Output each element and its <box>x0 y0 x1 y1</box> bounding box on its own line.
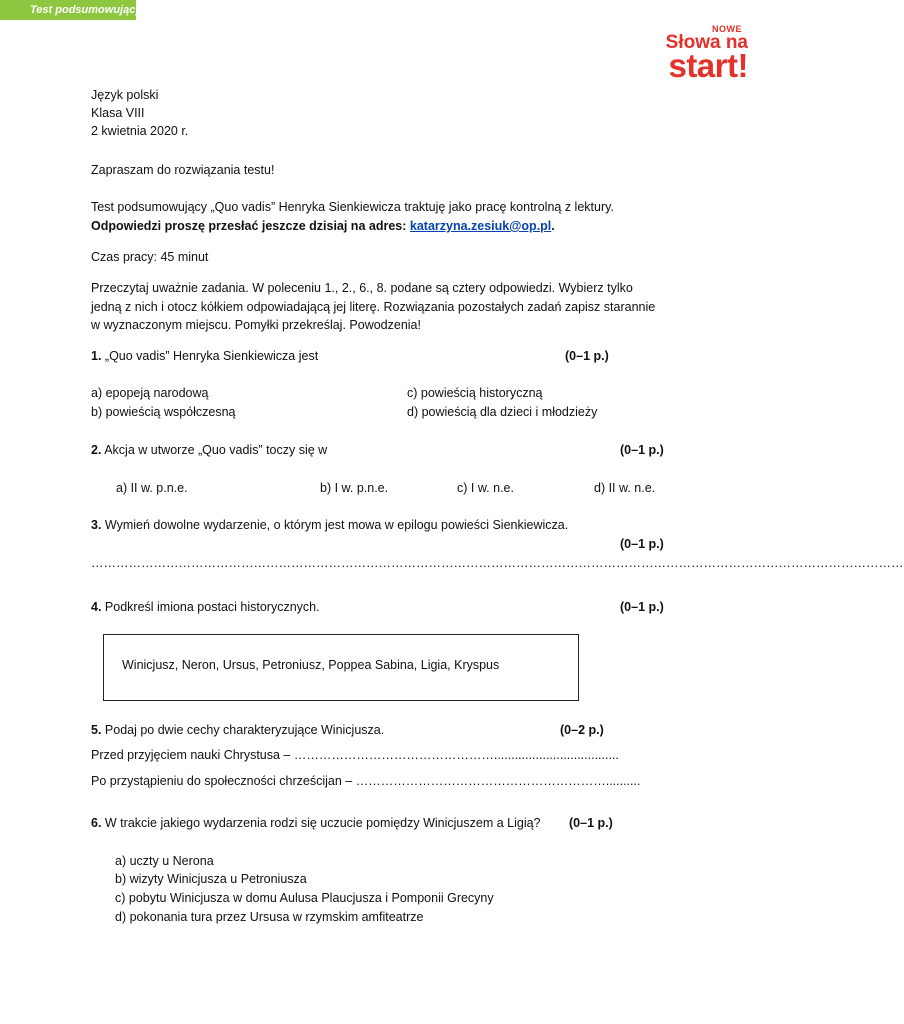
intro-line2-text: Odpowiedzi proszę przesłać jeszcze dzisiaj na adres: <box>91 219 410 233</box>
question-1-points: (0–1 p.) <box>565 349 609 363</box>
publisher-logo <box>660 24 748 84</box>
question-number: 3. <box>91 518 102 532</box>
question-6 <box>91 816 541 830</box>
question-6-points: (0–1 p.) <box>569 816 613 830</box>
q6-option-b[interactable]: b) wizyty Winicjusza u Petroniusza <box>115 872 307 886</box>
q2-option-a[interactable]: a) II w. p.n.e. <box>116 481 188 495</box>
question-text: „Quo vadis” Henryka Sienkiewicza jest <box>101 349 319 363</box>
q6-option-d[interactable]: d) pokonania tura przez Ursusa w rzymskim amfiteatrze <box>115 910 424 924</box>
q1-option-a[interactable]: a) epopeją narodową <box>91 386 209 400</box>
question-number: 2. <box>91 443 102 457</box>
question-number: 6. <box>91 816 102 830</box>
q2-option-b[interactable]: b) I w. p.n.e. <box>320 481 389 495</box>
question-3-points: (0–1 p.) <box>620 537 664 551</box>
question-1 <box>91 349 318 363</box>
logo-line1: NOWE <box>712 24 742 34</box>
instruction-line2: jedną z nich i otocz kółkiem odpowiadającą jej literę. Rozwiązania pozostałych zadań zapisz starannie <box>91 300 656 314</box>
question-number: 5. <box>91 723 102 737</box>
date: 2 kwietnia 2020 r. <box>91 124 189 138</box>
logo-line2: Słowa na <box>665 32 748 53</box>
question-number: 1. <box>91 349 102 363</box>
q2-option-c[interactable]: c) I w. n.e. <box>457 481 514 495</box>
question-text: W trakcie jakiego wydarzenia rodzi się uczucie pomiędzy Winicjuszem a Ligią? <box>101 816 541 830</box>
q6-option-c[interactable]: c) pobytu Winicjusza w domu Aulusa Plaucjusza i Pomponii Grecyny <box>115 891 494 905</box>
time-limit: Czas pracy: 45 minut <box>91 250 209 264</box>
instruction-line1: Przeczytaj uważnie zadania. W poleceniu 1., 2., 6., 8. podane są cztery odpowiedzi. Wybierz tylko <box>91 281 633 295</box>
q5-answer-line2[interactable]: Po przystąpieniu do społeczności chrześcijan – …………………………………………………….......... <box>91 774 641 788</box>
q5-answer-line1[interactable]: Przed przyjęciem nauki Chrystusa – ………………………………………….................................... <box>91 748 619 762</box>
question-text: Podaj po dwie cechy charakteryzujące Winicjusza. <box>101 723 385 737</box>
email-link[interactable]: katarzyna.zesiuk@op.pl <box>409 219 552 233</box>
question-3 <box>91 518 568 532</box>
question-4-points: (0–1 p.) <box>620 600 664 614</box>
instruction-line3: w wyznaczonym miejscu. Pomyłki przekreślaj. Powodzenia! <box>91 318 421 332</box>
q6-option-a[interactable]: a) uczty u Nerona <box>115 854 214 868</box>
intro-line1: Test podsumowujący „Quo vadis” Henryka Sienkiewicza traktuję jako pracę kontrolną z lektury. <box>91 200 614 214</box>
logo-line3: start! <box>668 47 748 84</box>
question-text: Wymień dowolne wydarzenie, o którym jest mowa w epilogu powieści Sienkiewicza. <box>101 518 569 532</box>
q2-option-d[interactable]: d) II w. n.e. <box>594 481 656 495</box>
question-4 <box>91 600 320 614</box>
question-text: Podkreśl imiona postaci historycznych. <box>101 600 320 614</box>
header-tag: Test podsumowujący <box>0 0 136 20</box>
question-2 <box>91 443 327 457</box>
subject: Język polski <box>91 88 159 102</box>
q1-option-c[interactable]: c) powieścią historyczną <box>407 386 543 400</box>
intro-line2 <box>91 219 555 233</box>
question-5 <box>91 723 384 737</box>
question-number: 4. <box>91 600 102 614</box>
class: Klasa VIII <box>91 106 145 120</box>
question-5-points: (0–2 p.) <box>560 723 604 737</box>
intro-line2-end: . <box>551 219 555 233</box>
question-text: Akcja w utworze „Quo vadis” toczy się w <box>101 443 328 457</box>
q1-option-d[interactable]: d) powieścią dla dzieci i młodzieży <box>407 405 598 419</box>
greeting: Zapraszam do rozwiązania testu! <box>91 163 275 177</box>
answer-line[interactable]: …………………………………………………………………………………………………………………………………………………………………………… <box>91 556 904 570</box>
question-2-points: (0–1 p.) <box>620 443 664 457</box>
q1-option-b[interactable]: b) powieścią współczesną <box>91 405 236 419</box>
names-list[interactable]: Winicjusz, Neron, Ursus, Petroniusz, Poppea Sabina, Ligia, Kryspus <box>122 658 500 672</box>
